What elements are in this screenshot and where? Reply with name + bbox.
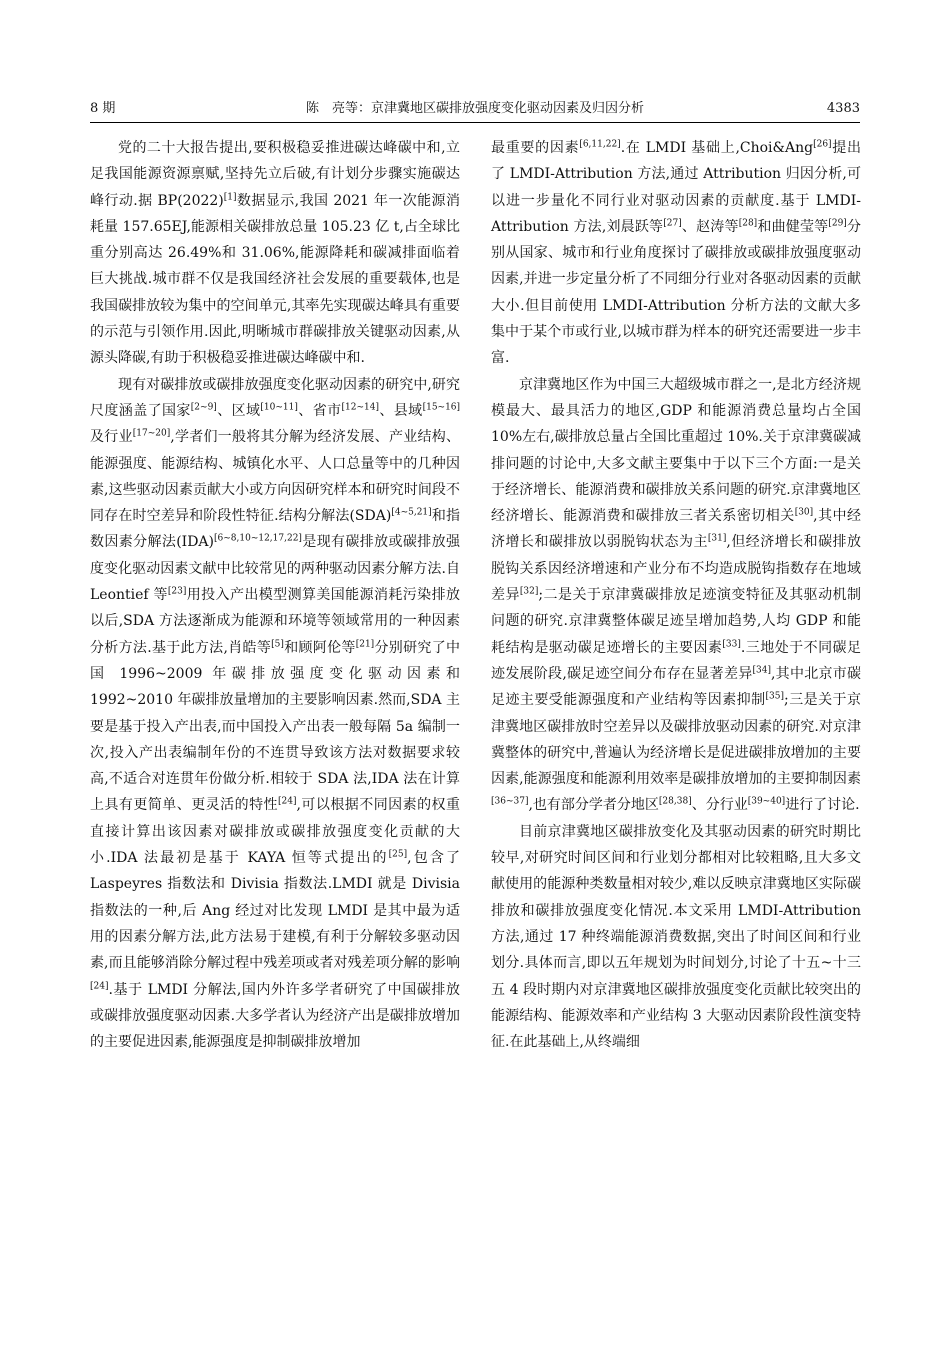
text-run: ;三是关于京津冀地区碳排放时空差异以及碳排放驱动因素的研究.对京津冀整体的研究中,普遍认为经济增长是促进碳排放增加的主要因素,能源强度和能源利用效率是碳排放增加的主要抑制因素 bbox=[491, 692, 861, 788]
citation-ref: [32] bbox=[519, 586, 539, 597]
text-run: 分别从国家、城市和行业角度探讨了碳排放或碳排放强度驱动因素,并进一步定量分析了不同细分行业对各驱动因素的贡献大小.但目前使用 LMDI-Attribution 分析方法的文献大多集中于某个市或行业,以城市群为样本的研究还需要进一步丰富. bbox=[491, 218, 862, 367]
text-run: ,其中经济增长和碳排放以弱脱钩状态为主 bbox=[491, 508, 862, 551]
text-run: ;二是关于京津冀碳排放足迹演变特征及其驱动机制问题的研究.京津冀整体碳足迹呈增加趋势,人均 GDP 和能耗结构是驱动碳足迹增长的主要因素 bbox=[491, 587, 862, 656]
citation-ref: [1] bbox=[223, 191, 237, 202]
citation-ref: [34] bbox=[752, 665, 771, 676]
paragraph bbox=[491, 819, 861, 1056]
citation-ref: [6~8,10~12,17,22] bbox=[214, 533, 302, 544]
citation-ref: [28] bbox=[738, 218, 758, 229]
text-run: ,包含了 Laspeyres 指数法和 Divisia 指数法.LMDI 就是 Divisia 指数法的一种,后 Ang 经过对比发现 LMDI 是其中最为适用的因素分解方法,此方法易于建模,有利于分解较多驱动因素,而且能够消除分解过程中残差项或者对残差项分解的影响 bbox=[90, 850, 460, 972]
citation-ref: [21] bbox=[355, 638, 375, 649]
text-run: 进行了讨论. bbox=[785, 797, 860, 814]
text-run: 、省市 bbox=[297, 402, 342, 419]
text-run: 及行业 bbox=[90, 429, 133, 446]
running-title: 陈 亮等：京津冀地区碳排放强度变化驱动因素及归因分析 bbox=[305, 101, 644, 116]
citation-ref: [28,38] bbox=[658, 796, 692, 807]
text-run: 和指数因素分解法(IDA) bbox=[90, 508, 460, 551]
text-run: .在 LMDI 基础上,Choi&Ang bbox=[620, 140, 814, 156]
text-run: 、县域 bbox=[378, 402, 423, 419]
citation-ref: [27] bbox=[663, 218, 682, 229]
citation-ref: [33] bbox=[722, 638, 741, 649]
text-run: 分别研究了中国 1996~2009 年碳排放强度变化驱动因素和 1992~2010 年碳排放量增加的主要影响因素.然而,SDA 主要是基于投入产出表,而中国投入产出表一般每隔 5a 编制一次,投入产出表编制年份的不连贯导致该方法对数据要求较高,不适合对连贯年份做分析.相较于 SDA 法,IDA 法在计算上具有更简单、更灵活的特性 bbox=[90, 639, 461, 814]
paragraph bbox=[90, 135, 460, 372]
text-run: ,可以根据不同因素的权重直接计算出该因素对碳排放或碳排放强度变化贡献的大小.IDA 法最初是基于 KAYA 恒等式提出的 bbox=[90, 797, 461, 867]
text-run: 提出了 LMDI-Attribution 方法,通过 Attribution 归因分析,可以进一步量化不同行业对驱动因素的贡献度.基于 LMDI-Attribution 方法,刘晨跃等 bbox=[491, 140, 862, 235]
text-run: ,但经济增长和碳排放脱钩关系因经济增速和产业分布不均造成脱钩指数存在地域差异 bbox=[491, 534, 862, 604]
text-run: 、赵涛等 bbox=[681, 218, 739, 235]
citation-ref: [2~9] bbox=[190, 402, 217, 413]
text-run: 、分行业 bbox=[691, 797, 748, 814]
text-run: 数据显示,我国 2021 年一次能源消耗量 157.65EJ,能源相关碳排放总量 105.23 亿 t,占全球比重分别高达 26.49%和 31.06%,能源降耗和碳减排面临着巨大挑战.城市群不仅是我国经济社会发展的重要载体,也是我国碳排放较为集中的空间单元,其率先实现碳达峰具有重要的示范与引领作用.因此,明晰城市群碳排放关键驱动因素,从源头降碳,有助于积极稳妥推进碳达峰碳中和. bbox=[90, 192, 460, 367]
citation-ref: [39~40] bbox=[747, 796, 786, 807]
paragraph bbox=[90, 372, 460, 1056]
text-run: 目前京津冀地区碳排放变化及其驱动因素的研究时期比较早,对研究时间区间和行业划分都相对比较粗略,且大多文献使用的能源种类数量相对较少,难以反映京津冀地区实际碳排放和碳排放强度变化情况.本文采用 LMDI-Attribution 方法,通过 17 种终端能源消费数据,突出了时间区间和行业划分.具体而言,即以五年规划为时间划分,讨论了十五~十三五 4 段时期内对京津冀地区碳排放强度变化贡献比较突出的能源结构、能源效率和产业结构 3 大驱动因素阶段性演变特征.在此基础上,从终端细 bbox=[491, 823, 861, 1051]
citation-ref: [30] bbox=[794, 507, 814, 518]
citation-ref: [25] bbox=[388, 849, 408, 860]
right-column bbox=[491, 135, 861, 1055]
citation-ref: [26] bbox=[813, 139, 832, 150]
text-run: .三地处于不同碳足迹发展阶段,碳足迹空间分布存在显著差异 bbox=[491, 639, 861, 682]
citation-ref: [24] bbox=[90, 980, 109, 991]
citation-ref: [31] bbox=[707, 533, 727, 544]
text-run: 和顾阿伦等 bbox=[283, 639, 356, 656]
paragraph bbox=[491, 372, 861, 819]
citation-ref: [24] bbox=[278, 796, 297, 807]
text-run: 最重要的因素 bbox=[491, 140, 580, 156]
issue-number: 8 期 bbox=[90, 101, 116, 116]
text-run: 现有对碳排放或碳排放强度变化驱动因素的研究中,研究尺度涵盖了国家 bbox=[90, 376, 460, 419]
citation-ref: [5] bbox=[271, 638, 284, 649]
citation-ref: [36~37] bbox=[491, 796, 529, 807]
text-run: 、区域 bbox=[216, 402, 261, 419]
text-run: 党的二十大报告提出,要积极稳妥推进碳达峰碳中和,立足我国能源资源禀赋,坚持先立后破,有计划分步骤实施碳达峰行动.据 BP(2022) bbox=[90, 140, 460, 209]
citation-ref: [23] bbox=[167, 586, 187, 597]
text-run: 用投入产出模型测算美国能源消耗污染排放以后,SDA 方法逐渐成为能源和环境等领域常用的一种因素分析方法.基于此方法,肖皓等 bbox=[90, 587, 460, 656]
text-run: ,其中北京市碳足迹主要受能源强度和产业结构等因素抑制 bbox=[491, 665, 862, 709]
text-run: ,学者们一般将其分解为经济发展、产业结构、能源强度、能源结构、城镇化水平、人口总量等中的几种因素,这些驱动因素贡献大小或方向因研究样本和研究时间段不同存在时空差异和阶段性特征.结构分解法(SDA) bbox=[90, 429, 460, 525]
citation-ref: [4~5,21] bbox=[391, 507, 432, 518]
running-header bbox=[90, 98, 860, 120]
citation-ref: [29] bbox=[828, 218, 847, 229]
text-run: .基于 LMDI 分解法,国内外许多学者研究了中国碳排放或碳排放强度驱动因素.大多学者认为经济产出是碳排放增加的主要促进因素,能源强度是抑制碳排放增加 bbox=[90, 981, 460, 1051]
text-run: 是现有碳排放或碳排放强度变化驱动因素文献中比较常见的两种驱动因素分解方法.自 Leontief 等 bbox=[90, 534, 460, 604]
citation-ref: [35] bbox=[765, 691, 785, 702]
paragraph bbox=[491, 135, 861, 372]
text-run: 京津冀地区作为中国三大超级城市群之一,是北方经济规模最大、最具活力的地区,GDP 和能源消费总量均占全国 10%左右,碳排放总量占全国比重超过 10%.关于京津冀碳减排问题的讨论中,大多文献主要集中于以下三个方面:一是关于经济增长、能源消费和碳排放关系问题的研究.京津冀地区经济增长、能源消费和碳排放三者关系密切相关 bbox=[491, 376, 861, 525]
text-run: ,也有部分学者分地区 bbox=[528, 797, 659, 814]
citation-ref: [10~11] bbox=[260, 402, 298, 413]
citation-ref: [17~20] bbox=[132, 428, 171, 439]
citation-ref: [15~16] bbox=[422, 402, 461, 413]
header-rule bbox=[90, 122, 860, 123]
page-number: 4383 bbox=[826, 101, 860, 116]
citation-ref: [6,11,22] bbox=[579, 139, 621, 150]
citation-ref: [12~14] bbox=[341, 402, 379, 413]
left-column bbox=[90, 135, 460, 1055]
text-run: 和曲健莹等 bbox=[757, 218, 829, 235]
